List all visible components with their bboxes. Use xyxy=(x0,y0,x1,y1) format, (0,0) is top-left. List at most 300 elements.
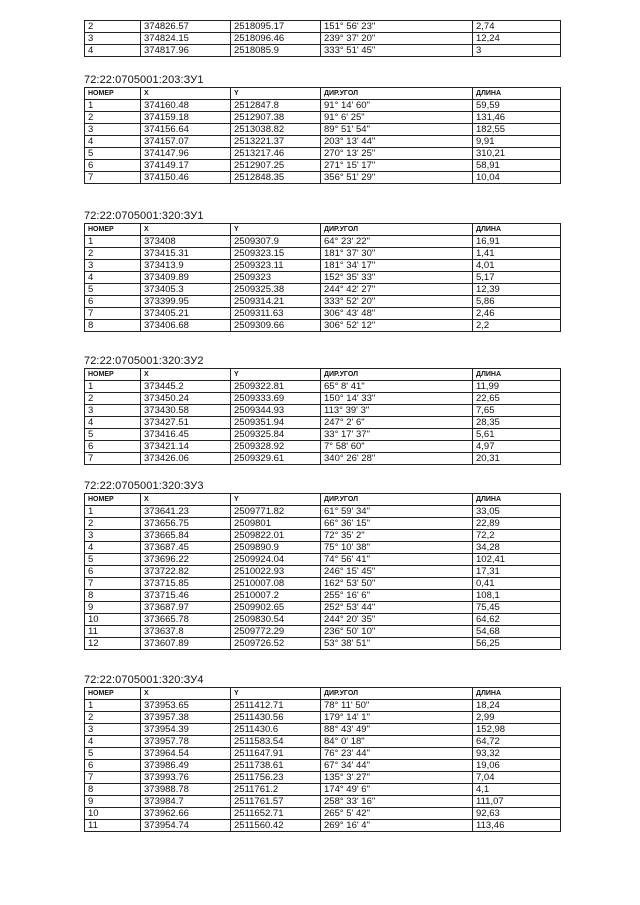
table-row xyxy=(85,542,561,554)
x-coordinate: 374149.17 xyxy=(141,160,231,172)
x-coordinate: 373637.8 xyxy=(141,626,231,638)
table-row xyxy=(85,578,561,590)
direction-angle: 152° 35' 33" xyxy=(321,272,473,284)
y-coordinate: 2511761.2 xyxy=(231,784,321,796)
point-number: 5 xyxy=(85,429,141,441)
x-coordinate: 373413.9 xyxy=(141,260,231,272)
point-number: 5 xyxy=(85,284,141,296)
y-coordinate: 2511560.42 xyxy=(231,820,321,832)
header-number: НОМЕР xyxy=(85,494,141,506)
table-row xyxy=(85,381,561,393)
x-coordinate: 373687.97 xyxy=(141,602,231,614)
y-coordinate: 2509307.9 xyxy=(231,236,321,248)
direction-angle: 255° 16' 6" xyxy=(321,590,473,602)
segment-length: 59,59 xyxy=(473,100,561,112)
header-x: X xyxy=(141,494,231,506)
y-coordinate: 2509830.54 xyxy=(231,614,321,626)
point-number: 6 xyxy=(85,760,141,772)
point-number: 2 xyxy=(85,21,141,33)
point-number: 3 xyxy=(85,405,141,417)
table-row xyxy=(85,417,561,429)
segment-length: 54,68 xyxy=(473,626,561,638)
header-number: НОМЕР xyxy=(85,224,141,236)
table-header-row xyxy=(85,494,561,506)
point-number: 9 xyxy=(85,796,141,808)
table-row xyxy=(85,602,561,614)
segment-length: 9,91 xyxy=(473,136,561,148)
table-row xyxy=(85,296,561,308)
direction-angle: 89° 51' 54" xyxy=(321,124,473,136)
direction-angle: 91° 6' 25" xyxy=(321,112,473,124)
y-coordinate: 2509771.82 xyxy=(231,506,321,518)
point-number: 2 xyxy=(85,112,141,124)
segment-length: 17,31 xyxy=(473,566,561,578)
point-number: 10 xyxy=(85,808,141,820)
direction-angle: 65° 8' 41" xyxy=(321,381,473,393)
y-coordinate: 2509890.9 xyxy=(231,542,321,554)
direction-angle: 306° 43' 48" xyxy=(321,308,473,320)
direction-angle: 66° 36' 15" xyxy=(321,518,473,530)
coordinate-table xyxy=(84,223,561,332)
y-coordinate: 2509323.11 xyxy=(231,260,321,272)
header-x: X xyxy=(141,369,231,381)
direction-angle: 75° 10' 38" xyxy=(321,542,473,554)
y-coordinate: 2518096.46 xyxy=(231,33,321,45)
table-row xyxy=(85,441,561,453)
y-coordinate: 2512847.8 xyxy=(231,100,321,112)
header-y: Y xyxy=(231,688,321,700)
point-number: 6 xyxy=(85,566,141,578)
table-row xyxy=(85,566,561,578)
point-number: 8 xyxy=(85,590,141,602)
y-coordinate: 2511761.57 xyxy=(231,796,321,808)
table-row xyxy=(85,724,561,736)
coordinate-table-section xyxy=(84,674,561,832)
table-row xyxy=(85,638,561,650)
header-direction-angle: ДИР.УГОЛ xyxy=(321,369,473,381)
segment-length: 93,32 xyxy=(473,748,561,760)
y-coordinate: 2513217.46 xyxy=(231,148,321,160)
y-coordinate: 2512907.38 xyxy=(231,112,321,124)
segment-length: 92,63 xyxy=(473,808,561,820)
direction-angle: 269° 16' 4" xyxy=(321,820,473,832)
x-coordinate: 373430.58 xyxy=(141,405,231,417)
table-row xyxy=(85,272,561,284)
coordinate-table xyxy=(84,20,561,57)
segment-length: 113,46 xyxy=(473,820,561,832)
y-coordinate: 2510022.93 xyxy=(231,566,321,578)
header-length: ДЛИНА xyxy=(473,494,561,506)
y-coordinate: 2509351.94 xyxy=(231,417,321,429)
table-row xyxy=(85,45,561,57)
header-length: ДЛИНА xyxy=(473,369,561,381)
direction-angle: 64° 23' 22" xyxy=(321,236,473,248)
x-coordinate: 373607.89 xyxy=(141,638,231,650)
x-coordinate: 374160.48 xyxy=(141,100,231,112)
point-number: 2 xyxy=(85,393,141,405)
point-number: 5 xyxy=(85,148,141,160)
y-coordinate: 2512848.35 xyxy=(231,172,321,184)
y-coordinate: 2509323 xyxy=(231,272,321,284)
segment-length: 2,2 xyxy=(473,320,561,332)
table-row xyxy=(85,712,561,724)
direction-angle: 252° 53' 44" xyxy=(321,602,473,614)
coordinate-table xyxy=(84,368,561,465)
point-number: 1 xyxy=(85,236,141,248)
x-coordinate: 373421.14 xyxy=(141,441,231,453)
point-number: 2 xyxy=(85,712,141,724)
segment-length: 22,89 xyxy=(473,518,561,530)
segment-length: 22,65 xyxy=(473,393,561,405)
table-row xyxy=(85,772,561,784)
segment-length: 18,24 xyxy=(473,700,561,712)
y-coordinate: 2511583.54 xyxy=(231,736,321,748)
direction-angle: 239° 37' 20" xyxy=(321,33,473,45)
point-number: 7 xyxy=(85,172,141,184)
y-coordinate: 2509325.38 xyxy=(231,284,321,296)
point-number: 4 xyxy=(85,136,141,148)
segment-length: 72,2 xyxy=(473,530,561,542)
table-row xyxy=(85,124,561,136)
point-number: 6 xyxy=(85,441,141,453)
x-coordinate: 373687.45 xyxy=(141,542,231,554)
table-row xyxy=(85,554,561,566)
y-coordinate: 2511430.56 xyxy=(231,712,321,724)
segment-length: 3 xyxy=(473,45,561,57)
y-coordinate: 2509726.52 xyxy=(231,638,321,650)
table-row xyxy=(85,530,561,542)
table-row xyxy=(85,284,561,296)
segment-length: 4,97 xyxy=(473,441,561,453)
point-number: 5 xyxy=(85,554,141,566)
y-coordinate: 2509924.04 xyxy=(231,554,321,566)
segment-length: 12,24 xyxy=(473,33,561,45)
segment-length: 2,74 xyxy=(473,21,561,33)
segment-length: 2,99 xyxy=(473,712,561,724)
x-coordinate: 373641.23 xyxy=(141,506,231,518)
y-coordinate: 2509322.81 xyxy=(231,381,321,393)
point-number: 4 xyxy=(85,45,141,57)
point-number: 2 xyxy=(85,518,141,530)
y-coordinate: 2511652.71 xyxy=(231,808,321,820)
x-coordinate: 374156.64 xyxy=(141,124,231,136)
segment-length: 58,91 xyxy=(473,160,561,172)
table-row xyxy=(85,100,561,112)
direction-angle: 61° 59' 34" xyxy=(321,506,473,518)
x-coordinate: 373962.66 xyxy=(141,808,231,820)
segment-length: 310,21 xyxy=(473,148,561,160)
direction-angle: 265° 5' 42" xyxy=(321,808,473,820)
x-coordinate: 373715.46 xyxy=(141,590,231,602)
section-title: 72:22:0705001:320:ЗУ3 xyxy=(84,480,204,492)
direction-angle: 84° 0' 18" xyxy=(321,736,473,748)
x-coordinate: 374157.07 xyxy=(141,136,231,148)
direction-angle: 258° 33' 16" xyxy=(321,796,473,808)
y-coordinate: 2511430.6 xyxy=(231,724,321,736)
header-length: ДЛИНА xyxy=(473,88,561,100)
direction-angle: 181° 37' 30" xyxy=(321,248,473,260)
x-coordinate: 373408 xyxy=(141,236,231,248)
direction-angle: 76° 23' 44" xyxy=(321,748,473,760)
header-x: X xyxy=(141,688,231,700)
table-row xyxy=(85,308,561,320)
x-coordinate: 373984.7 xyxy=(141,796,231,808)
y-coordinate: 2509333.69 xyxy=(231,393,321,405)
x-coordinate: 373656.75 xyxy=(141,518,231,530)
header-x: X xyxy=(141,88,231,100)
coordinate-table xyxy=(84,493,561,650)
header-length: ДЛИНА xyxy=(473,688,561,700)
direction-angle: 91° 14' 60" xyxy=(321,100,473,112)
point-number: 8 xyxy=(85,320,141,332)
point-number: 5 xyxy=(85,748,141,760)
table-header-row xyxy=(85,688,561,700)
direction-angle: 244° 20' 35" xyxy=(321,614,473,626)
direction-angle: 88° 43' 49" xyxy=(321,724,473,736)
table-row xyxy=(85,748,561,760)
x-coordinate: 373696.22 xyxy=(141,554,231,566)
segment-length: 131,46 xyxy=(473,112,561,124)
x-coordinate: 373665.84 xyxy=(141,530,231,542)
segment-length: 28,35 xyxy=(473,417,561,429)
point-number: 11 xyxy=(85,820,141,832)
x-coordinate: 373445.2 xyxy=(141,381,231,393)
header-number: НОМЕР xyxy=(85,688,141,700)
point-number: 1 xyxy=(85,700,141,712)
header-direction-angle: ДИР.УГОЛ xyxy=(321,224,473,236)
x-coordinate: 373415.31 xyxy=(141,248,231,260)
segment-length: 12,39 xyxy=(473,284,561,296)
direction-angle: 236° 50' 10" xyxy=(321,626,473,638)
y-coordinate: 2518085.9 xyxy=(231,45,321,57)
table-row xyxy=(85,518,561,530)
table-row xyxy=(85,784,561,796)
coordinate-table-section xyxy=(84,355,561,465)
segment-length: 182,55 xyxy=(473,124,561,136)
point-number: 3 xyxy=(85,124,141,136)
x-coordinate: 373416.45 xyxy=(141,429,231,441)
x-coordinate: 373426.06 xyxy=(141,453,231,465)
segment-length: 4,1 xyxy=(473,784,561,796)
direction-angle: 246° 15' 45" xyxy=(321,566,473,578)
x-coordinate: 373954.39 xyxy=(141,724,231,736)
point-number: 9 xyxy=(85,602,141,614)
table-row xyxy=(85,172,561,184)
y-coordinate: 2510007.2 xyxy=(231,590,321,602)
direction-angle: 67° 34' 44" xyxy=(321,760,473,772)
point-number: 6 xyxy=(85,160,141,172)
segment-length: 20,31 xyxy=(473,453,561,465)
point-number: 11 xyxy=(85,626,141,638)
table-row xyxy=(85,33,561,45)
y-coordinate: 2512907.25 xyxy=(231,160,321,172)
direction-angle: 244° 42' 27" xyxy=(321,284,473,296)
y-coordinate: 2509323.15 xyxy=(231,248,321,260)
header-direction-angle: ДИР.УГОЛ xyxy=(321,494,473,506)
header-y: Y xyxy=(231,224,321,236)
header-y: Y xyxy=(231,88,321,100)
y-coordinate: 2510007.08 xyxy=(231,578,321,590)
header-length: ДЛИНА xyxy=(473,224,561,236)
direction-angle: 333° 51' 45" xyxy=(321,45,473,57)
segment-length: 75,45 xyxy=(473,602,561,614)
section-title: 72:22:0705001:320:ЗУ1 xyxy=(84,210,204,222)
y-coordinate: 2513038.82 xyxy=(231,124,321,136)
y-coordinate: 2509314.21 xyxy=(231,296,321,308)
direction-angle: 7° 58' 60" xyxy=(321,441,473,453)
point-number: 4 xyxy=(85,542,141,554)
table-row xyxy=(85,590,561,602)
y-coordinate: 2511647.91 xyxy=(231,748,321,760)
point-number: 1 xyxy=(85,100,141,112)
y-coordinate: 2511756.23 xyxy=(231,772,321,784)
segment-length: 108,1 xyxy=(473,590,561,602)
table-row xyxy=(85,21,561,33)
segment-length: 5,61 xyxy=(473,429,561,441)
x-coordinate: 373953.65 xyxy=(141,700,231,712)
direction-angle: 174° 49' 6" xyxy=(321,784,473,796)
y-coordinate: 2518095.17 xyxy=(231,21,321,33)
y-coordinate: 2509328.92 xyxy=(231,441,321,453)
table-row xyxy=(85,260,561,272)
direction-angle: 33° 17' 37" xyxy=(321,429,473,441)
table-row xyxy=(85,429,561,441)
table-row xyxy=(85,626,561,638)
point-number: 4 xyxy=(85,417,141,429)
segment-length: 56,25 xyxy=(473,638,561,650)
direction-angle: 356° 51' 29" xyxy=(321,172,473,184)
point-number: 4 xyxy=(85,272,141,284)
table-row xyxy=(85,506,561,518)
point-number: 8 xyxy=(85,784,141,796)
section-title: 72:22:0705001:320:ЗУ2 xyxy=(84,355,204,367)
direction-angle: 162° 53' 50" xyxy=(321,578,473,590)
table-row xyxy=(85,393,561,405)
direction-angle: 203° 13' 44" xyxy=(321,136,473,148)
direction-angle: 150° 14' 33" xyxy=(321,393,473,405)
point-number: 7 xyxy=(85,578,141,590)
header-number: НОМЕР xyxy=(85,369,141,381)
point-number: 3 xyxy=(85,260,141,272)
segment-length: 5,17 xyxy=(473,272,561,284)
table-row xyxy=(85,148,561,160)
point-number: 1 xyxy=(85,381,141,393)
coordinate-table-section xyxy=(84,20,561,57)
x-coordinate: 373427.51 xyxy=(141,417,231,429)
table-header-row xyxy=(85,369,561,381)
y-coordinate: 2509311.63 xyxy=(231,308,321,320)
x-coordinate: 373957.78 xyxy=(141,736,231,748)
point-number: 1 xyxy=(85,506,141,518)
x-coordinate: 373665.78 xyxy=(141,614,231,626)
y-coordinate: 2511412.71 xyxy=(231,700,321,712)
table-row xyxy=(85,614,561,626)
segment-length: 64,72 xyxy=(473,736,561,748)
direction-angle: 135° 3' 27" xyxy=(321,772,473,784)
point-number: 3 xyxy=(85,530,141,542)
table-row xyxy=(85,160,561,172)
segment-length: 102,41 xyxy=(473,554,561,566)
x-coordinate: 373715.85 xyxy=(141,578,231,590)
x-coordinate: 374147.96 xyxy=(141,148,231,160)
y-coordinate: 2509325.84 xyxy=(231,429,321,441)
coordinate-table xyxy=(84,687,561,832)
table-row xyxy=(85,820,561,832)
y-coordinate: 2509772.29 xyxy=(231,626,321,638)
table-row xyxy=(85,248,561,260)
point-number: 10 xyxy=(85,614,141,626)
x-coordinate: 374150.46 xyxy=(141,172,231,184)
x-coordinate: 374824.15 xyxy=(141,33,231,45)
segment-length: 16,91 xyxy=(473,236,561,248)
x-coordinate: 373399.95 xyxy=(141,296,231,308)
table-header-row xyxy=(85,88,561,100)
segment-length: 4,01 xyxy=(473,260,561,272)
x-coordinate: 373405.21 xyxy=(141,308,231,320)
table-row xyxy=(85,453,561,465)
coordinate-table-section xyxy=(84,480,561,650)
point-number: 7 xyxy=(85,453,141,465)
x-coordinate: 373986.49 xyxy=(141,760,231,772)
table-row xyxy=(85,405,561,417)
segment-length: 7,65 xyxy=(473,405,561,417)
direction-angle: 333° 52' 20" xyxy=(321,296,473,308)
segment-length: 7,04 xyxy=(473,772,561,784)
direction-angle: 72° 35' 2" xyxy=(321,530,473,542)
point-number: 7 xyxy=(85,772,141,784)
point-number: 4 xyxy=(85,736,141,748)
section-title: 72:22:0705001:320:ЗУ4 xyxy=(84,674,204,686)
table-row xyxy=(85,136,561,148)
table-row xyxy=(85,320,561,332)
coordinate-table xyxy=(84,87,561,184)
direction-angle: 179° 14' 1" xyxy=(321,712,473,724)
point-number: 3 xyxy=(85,724,141,736)
x-coordinate: 374826.57 xyxy=(141,21,231,33)
direction-angle: 306° 52' 12" xyxy=(321,320,473,332)
point-number: 3 xyxy=(85,33,141,45)
header-y: Y xyxy=(231,369,321,381)
header-direction-angle: ДИР.УГОЛ xyxy=(321,88,473,100)
segment-length: 10,04 xyxy=(473,172,561,184)
x-coordinate: 373993.76 xyxy=(141,772,231,784)
segment-length: 2,46 xyxy=(473,308,561,320)
point-number: 7 xyxy=(85,308,141,320)
segment-length: 111,07 xyxy=(473,796,561,808)
y-coordinate: 2509822.01 xyxy=(231,530,321,542)
direction-angle: 270° 13' 25" xyxy=(321,148,473,160)
y-coordinate: 2509309.66 xyxy=(231,320,321,332)
section-title: 72:22:0705001:203:ЗУ1 xyxy=(84,74,204,86)
direction-angle: 113° 39' 3" xyxy=(321,405,473,417)
x-coordinate: 373964.54 xyxy=(141,748,231,760)
table-row xyxy=(85,700,561,712)
direction-angle: 78° 11' 50" xyxy=(321,700,473,712)
table-row xyxy=(85,796,561,808)
y-coordinate: 2509801 xyxy=(231,518,321,530)
y-coordinate: 2509329.61 xyxy=(231,453,321,465)
y-coordinate: 2511738.61 xyxy=(231,760,321,772)
header-y: Y xyxy=(231,494,321,506)
direction-angle: 181° 34' 17" xyxy=(321,260,473,272)
segment-length: 11,99 xyxy=(473,381,561,393)
y-coordinate: 2513221.37 xyxy=(231,136,321,148)
x-coordinate: 374159.18 xyxy=(141,112,231,124)
y-coordinate: 2509344.93 xyxy=(231,405,321,417)
direction-angle: 53° 38' 51" xyxy=(321,638,473,650)
segment-length: 1,41 xyxy=(473,248,561,260)
x-coordinate: 373988.78 xyxy=(141,784,231,796)
